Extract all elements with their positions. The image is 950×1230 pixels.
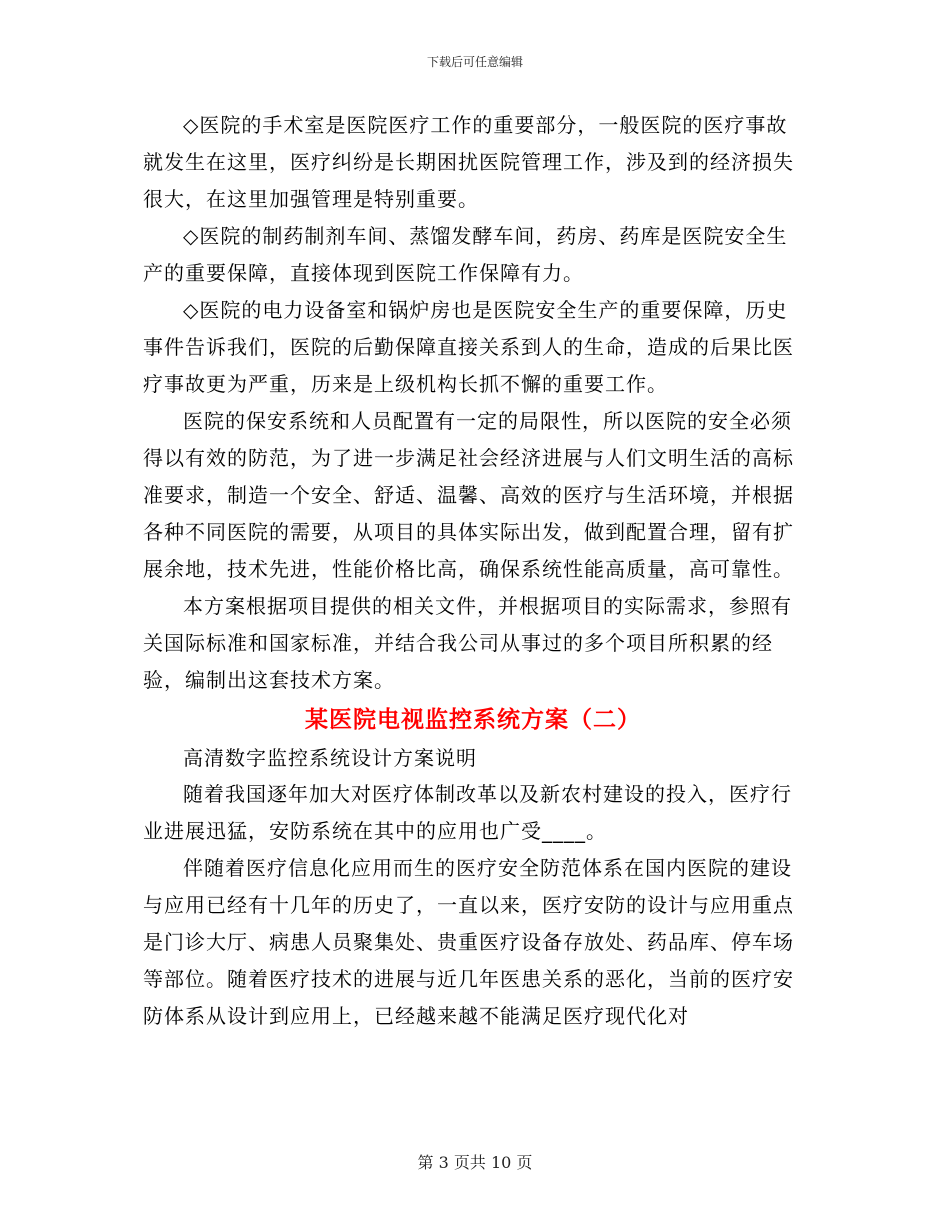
paragraph-operating-room: ◇医院的手术室是医院医疗工作的重要部分，一般医院的医疗事故就发生在这里，医疗纠纷是长期困扰医院管理工作，涉及到的经济损失很大，在这里加强管理是特别重要。 [143,113,794,211]
paragraph-pharmacy: ◇医院的制药制剂车间、蒸馏发酵车间，药房、药库是医院安全生产的重要保障，直接体现到医院工作保障有力。 [143,224,788,285]
paragraph-security-system: 医院的保安系统和人员配置有一定的局限性，所以医院的安全必须得以有效的防范，为了进一步满足社会经济进展与人们文明生活的高标准要求，制造一个安全、舒适、温馨、高效的医疗与生活环境，并根据各种不同医院的需要，从项目的具体实际出发，做到配置合理，留有扩展余地，技术先进，性能价格比高，确保系统性能高质量，高可靠性。 [143,409,794,581]
paragraph-scheme-basis: 本方案根据项目提供的相关文件，并根据项目的实际需求，参照有关国际标准和国家标准，并结合我公司从事过的多个项目所积累的经验，编制出这套技术方案。 [143,594,792,692]
document-body [143,107,803,1035]
section-title: 某医院电视监控系统方案（二） [305,707,641,733]
paragraph-security-history: 伴随着医疗信息化应用而生的医疗安全防范体系在国内医院的建设与应用已经有十几年的历史了，一直以来，医疗安防的设计与应用重点是门诊大厅、病患人员聚集处、贵重医疗设备存放处、药品库、停车场等部位。随着医疗技术的进展与近几年医患关系的恶化，当前的医疗安防体系从设计到应用上，已经越来越不能满足医疗现代化对 [143,856,794,1028]
paragraph-industry-growth: 随着我国逐年加大对医疗体制改革以及新农村建设的投入，医疗行业进展迅猛，安防系统在其中的应用也广受____。 [143,782,792,843]
page-footer: 第 3 页共 10 页 [417,1153,533,1172]
page-header: 下载后可任意编辑 [426,55,523,69]
paragraph-subtitle: 高清数字监控系统设计方案说明 [183,746,477,770]
paragraph-power-boiler: ◇医院的电力设备室和锅炉房也是医院安全生产的重要保障，历史事件告诉我们，医院的后勤保障直接关系到人的生命，造成的后果比医疗事故更为严重，历来是上级机构长抓不懈的重要工作。 [143,298,794,396]
